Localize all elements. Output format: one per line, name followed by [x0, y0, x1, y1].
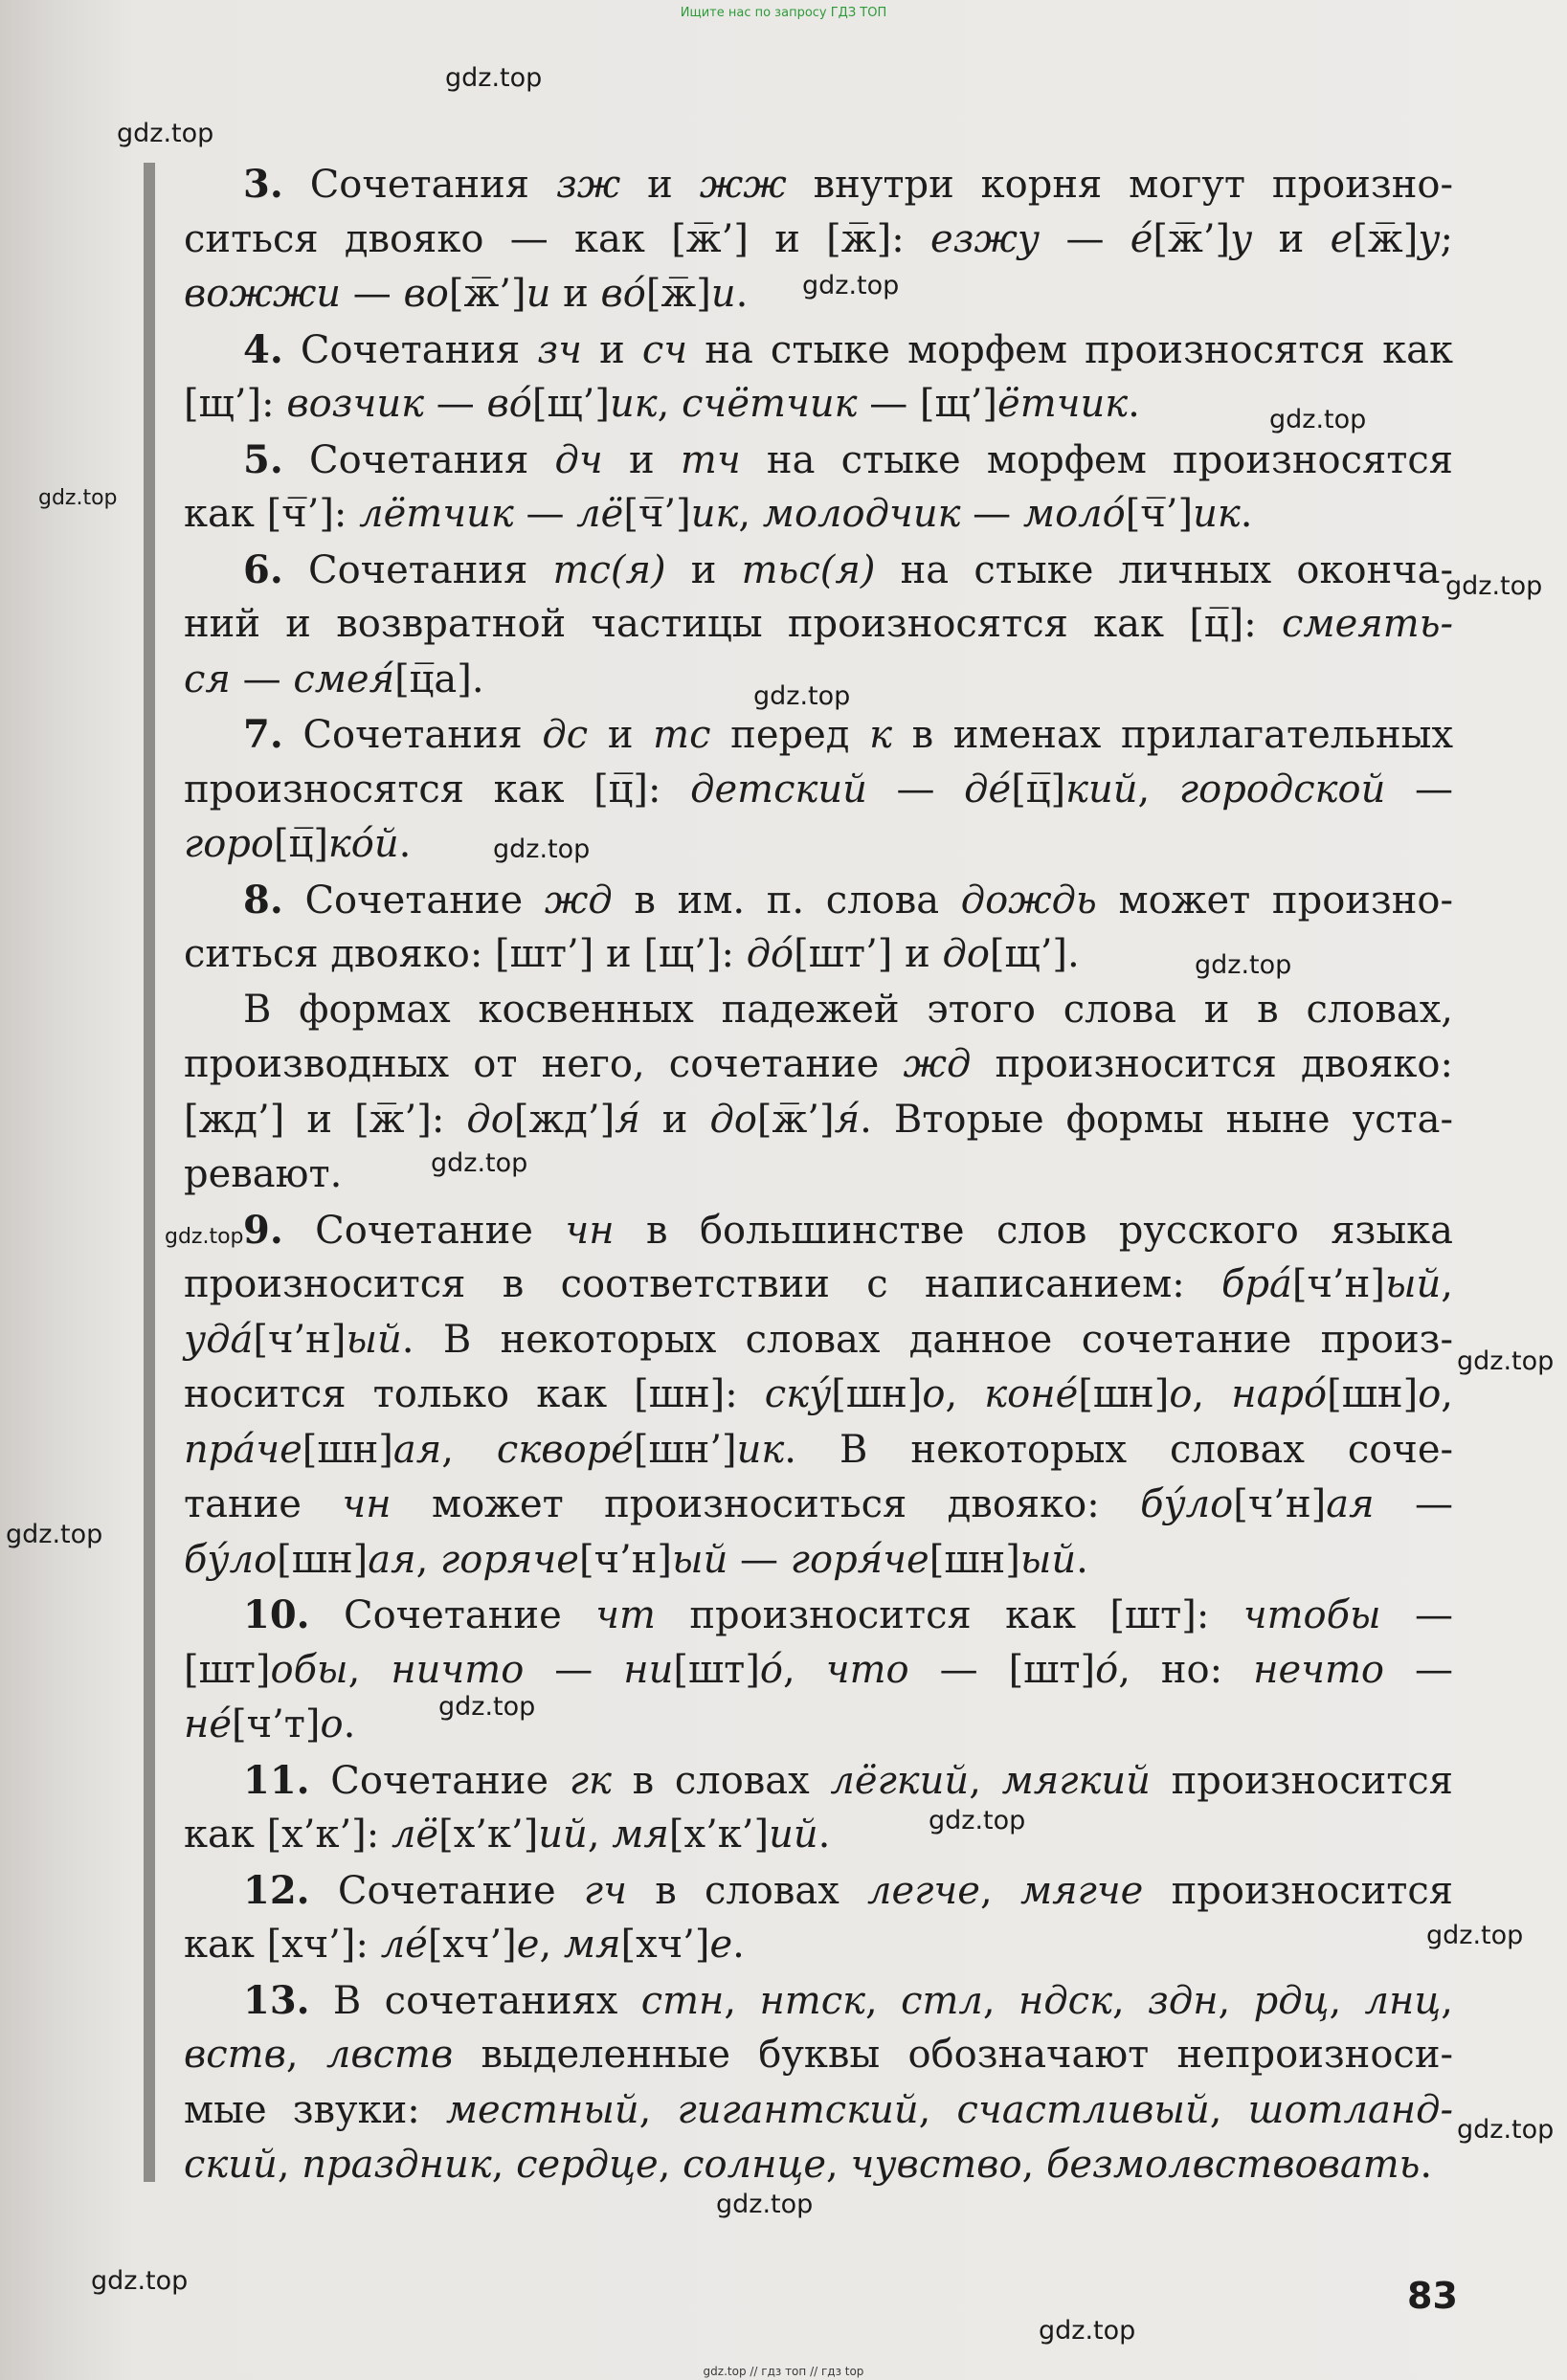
watermark: gdz.top: [929, 1806, 1026, 1835]
text-line: 11. Сочетание гк в словах лёгкий, мягкий произносится: [243, 1757, 1454, 1803]
text-line: 7. Сочетания дс и тс перед к в именах прилагательных: [243, 712, 1454, 757]
text-line: 10. Сочетание чт произносится как [шт]: чтобы —: [243, 1592, 1454, 1637]
text-line: мые звуки: местный, гигантский, счастливый, шотланд-: [184, 2087, 1454, 2132]
margin-bar: [144, 163, 155, 2182]
text-line: вожжи — во[ж̅’]и и во́[ж̅]и.: [184, 272, 749, 316]
text-line: 3. Сочетания зж и жж внутри корня могут произно-: [243, 162, 1453, 207]
text-line: В формах косвенных падежей этого слова и в словах,: [243, 987, 1453, 1032]
watermark: gdz.top: [1445, 571, 1543, 601]
text-line: тание чн может произноситься двояко: бу́ло[ч’н]ая —: [184, 1482, 1453, 1526]
watermark: gdz.top: [1457, 1346, 1555, 1376]
text-line: вств, лвств выделенные буквы обозначают непроизноси-: [184, 2033, 1453, 2077]
watermark: gdz.top: [716, 2190, 814, 2219]
text-line: 12. Сочетание гч в словах легче, мягче произносится: [243, 1867, 1453, 1913]
watermark: gdz.top: [1269, 405, 1367, 434]
text-line: как [хч’]: ле́[хч’]е, мя[хч’]е.: [184, 1923, 745, 1967]
watermark: gdz.top: [91, 2266, 189, 2296]
text-line: как [ч̅’]: лётчик — лё[ч̅’]ик, молодчик — моло́[ч̅’]ик.: [184, 492, 1253, 536]
text-line: 5. Сочетания дч и тч на стыке морфем произносятся: [243, 436, 1453, 482]
watermark: gdz.top: [445, 63, 543, 93]
text-line: 9. Сочетание чн в большинстве слов русского языка: [243, 1207, 1454, 1253]
text-line: [шт]обы, ничто — ни[шт]о́, что — [шт]о́, но: нечто —: [184, 1647, 1453, 1692]
watermark: gdz.top: [117, 119, 214, 148]
text-line: ский, праздник, сердце, солнце, чувство, безмолвствовать.: [184, 2143, 1433, 2187]
watermark: gdz.top: [753, 681, 851, 711]
header-note: Ищите нас по запросу ГДЗ ТОП: [680, 6, 887, 20]
footer-note: gdz.top // гдз топ // гдз top: [703, 2365, 864, 2378]
watermark: gdz.top: [438, 1692, 536, 1722]
text-line: не́[ч’т]о.: [184, 1702, 356, 1746]
text-line: [щ’]: возчик — во́[щ’]ик, счётчик — [щ’]ётчик.: [184, 382, 1140, 426]
text-line: ся — смея́[ц̅а].: [184, 656, 484, 701]
text-line: как [х’к’]: лё[х’к’]ий, мя[х’к’]ий.: [184, 1813, 831, 1857]
text-line: носится только как [шн]: ску́[шн]о, коне́[шн]о, наро́[шн]о,: [184, 1372, 1453, 1416]
text-line: уда́[ч’н]ый. В некоторых словах данное сочетание произ-: [184, 1317, 1453, 1362]
text-line: [жд’] и [ж̅’]: до[жд’]я́ и до[ж̅’]я́. Вторые формы ныне уста-: [184, 1097, 1454, 1142]
text-line: ситься двояко: [шт’] и [щ’]: до́[шт’] и до[щ’].: [184, 932, 1080, 976]
watermark: gdz.top: [431, 1148, 528, 1178]
watermark: gdz.top: [802, 271, 900, 300]
watermark: gdz.top: [165, 1225, 244, 1249]
text-line: производных от него, сочетание жд произносится двояко:: [184, 1042, 1453, 1086]
page-number: 83: [1407, 2275, 1458, 2317]
text-line: произносятся как [ц̅]: детский — де́[ц̅]кий, городской —: [184, 767, 1454, 812]
text-line: ревают.: [184, 1152, 343, 1196]
text-line: ситься двояко — как [ж̅’] и [ж̅]: езжу — е́[ж̅’]у и е[ж̅]у;: [184, 216, 1453, 261]
text-line: 4. Сочетания зч и сч на стыке морфем произносятся как: [243, 326, 1453, 372]
watermark: gdz.top: [1039, 2316, 1136, 2346]
watermark: gdz.top: [1195, 950, 1292, 980]
text-line: ний и возвратной частицы произносятся как [ц̅]: смеять-: [184, 602, 1453, 646]
watermark: gdz.top: [1426, 1921, 1524, 1950]
watermark: gdz.top: [1457, 2115, 1555, 2145]
watermark: gdz.top: [493, 834, 591, 864]
text-line: горо[ц̅]ко́й.: [184, 822, 412, 866]
watermark: gdz.top: [38, 486, 118, 510]
watermark: gdz.top: [6, 1520, 103, 1549]
text-line: 13. В сочетаниях стн, нтск, стл, ндск, здн, рдц, лнц,: [243, 1977, 1453, 2023]
text-line: пра́че[шн]ая, скворе́[шн’]ик. В некоторых словах соче-: [184, 1427, 1454, 1472]
text-line: бу́ло[шн]ая, горяче[ч’н]ый — горя́че[шн]ый.: [184, 1537, 1088, 1582]
rules-text: [184, 157, 1453, 2193]
text-line: 6. Сочетания тс(я) и тьс(я) на стыке личных оконча-: [243, 546, 1454, 592]
text-line: 8. Сочетание жд в им. п. слова дождь может произно-: [243, 877, 1454, 923]
text-line: произносится в соответствии с написанием: бра́[ч’н]ый,: [184, 1262, 1453, 1306]
